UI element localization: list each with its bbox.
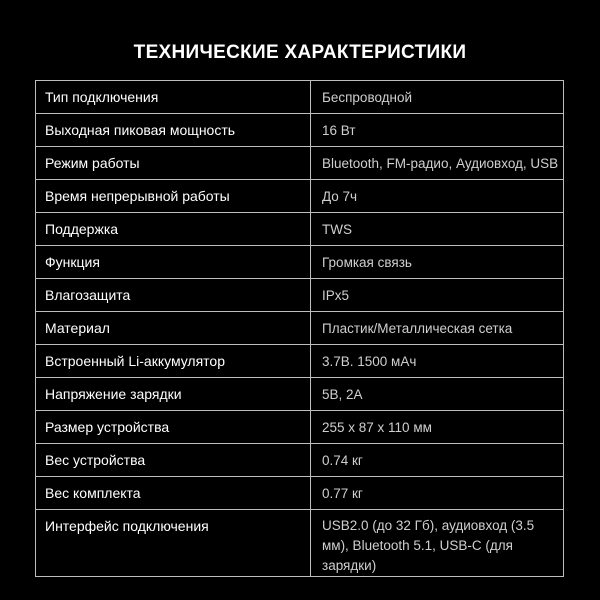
table-row (36, 114, 564, 147)
spec-label: Напряжение зарядки (36, 378, 311, 411)
spec-label: Встроенный Li-аккумулятор (36, 345, 311, 378)
spec-value: 255 х 87 х 110 мм (311, 411, 564, 444)
spec-label: Материал (36, 312, 311, 345)
spec-value: До 7ч (311, 180, 564, 213)
spec-value: 0.74 кг (311, 444, 564, 477)
spec-value: Пластик/Металлическая сетка (311, 312, 564, 345)
table-row (36, 378, 564, 411)
spec-label: Время непрерывной работы (36, 180, 311, 213)
spec-label: Функция (36, 246, 311, 279)
table-row (36, 411, 564, 444)
table-row (36, 312, 564, 345)
spec-value: Bluetooth, FM-радио, Аудиовход, USB (311, 147, 564, 180)
spec-label: Интерфейс подключения (36, 510, 311, 577)
spec-value: Беспроводной (311, 81, 564, 114)
spec-label: Размер устройства (36, 411, 311, 444)
spec-label: Выходная пиковая мощность (36, 114, 311, 147)
table-row (36, 147, 564, 180)
spec-value: 16 Вт (311, 114, 564, 147)
table-row (36, 81, 564, 114)
table-row (36, 510, 564, 577)
spec-label: Тип подключения (36, 81, 311, 114)
table-row (36, 477, 564, 510)
table-row (36, 180, 564, 213)
spec-label: Влагозащита (36, 279, 311, 312)
spec-value: Громкая связь (311, 246, 564, 279)
table-row (36, 246, 564, 279)
spec-value: IPx5 (311, 279, 564, 312)
spec-value: USB2.0 (до 32 Гб), аудиовход (3.5 мм), Bluetooth 5.1, USB-C (для зарядки) (311, 510, 564, 577)
specs-table (35, 80, 564, 577)
table-row (36, 279, 564, 312)
spec-value: TWS (311, 213, 564, 246)
spec-label: Вес комплекта (36, 477, 311, 510)
spec-label: Вес устройства (36, 444, 311, 477)
spec-value: 5В, 2А (311, 378, 564, 411)
table-row (36, 444, 564, 477)
table-row (36, 213, 564, 246)
page-title: ТЕХНИЧЕСКИЕ ХАРАКТЕРИСТИКИ (133, 42, 467, 63)
table-row (36, 345, 564, 378)
spec-value: 0.77 кг (311, 477, 564, 510)
spec-label: Поддержка (36, 213, 311, 246)
spec-label: Режим работы (36, 147, 311, 180)
spec-value: 3.7В. 1500 мАч (311, 345, 564, 378)
